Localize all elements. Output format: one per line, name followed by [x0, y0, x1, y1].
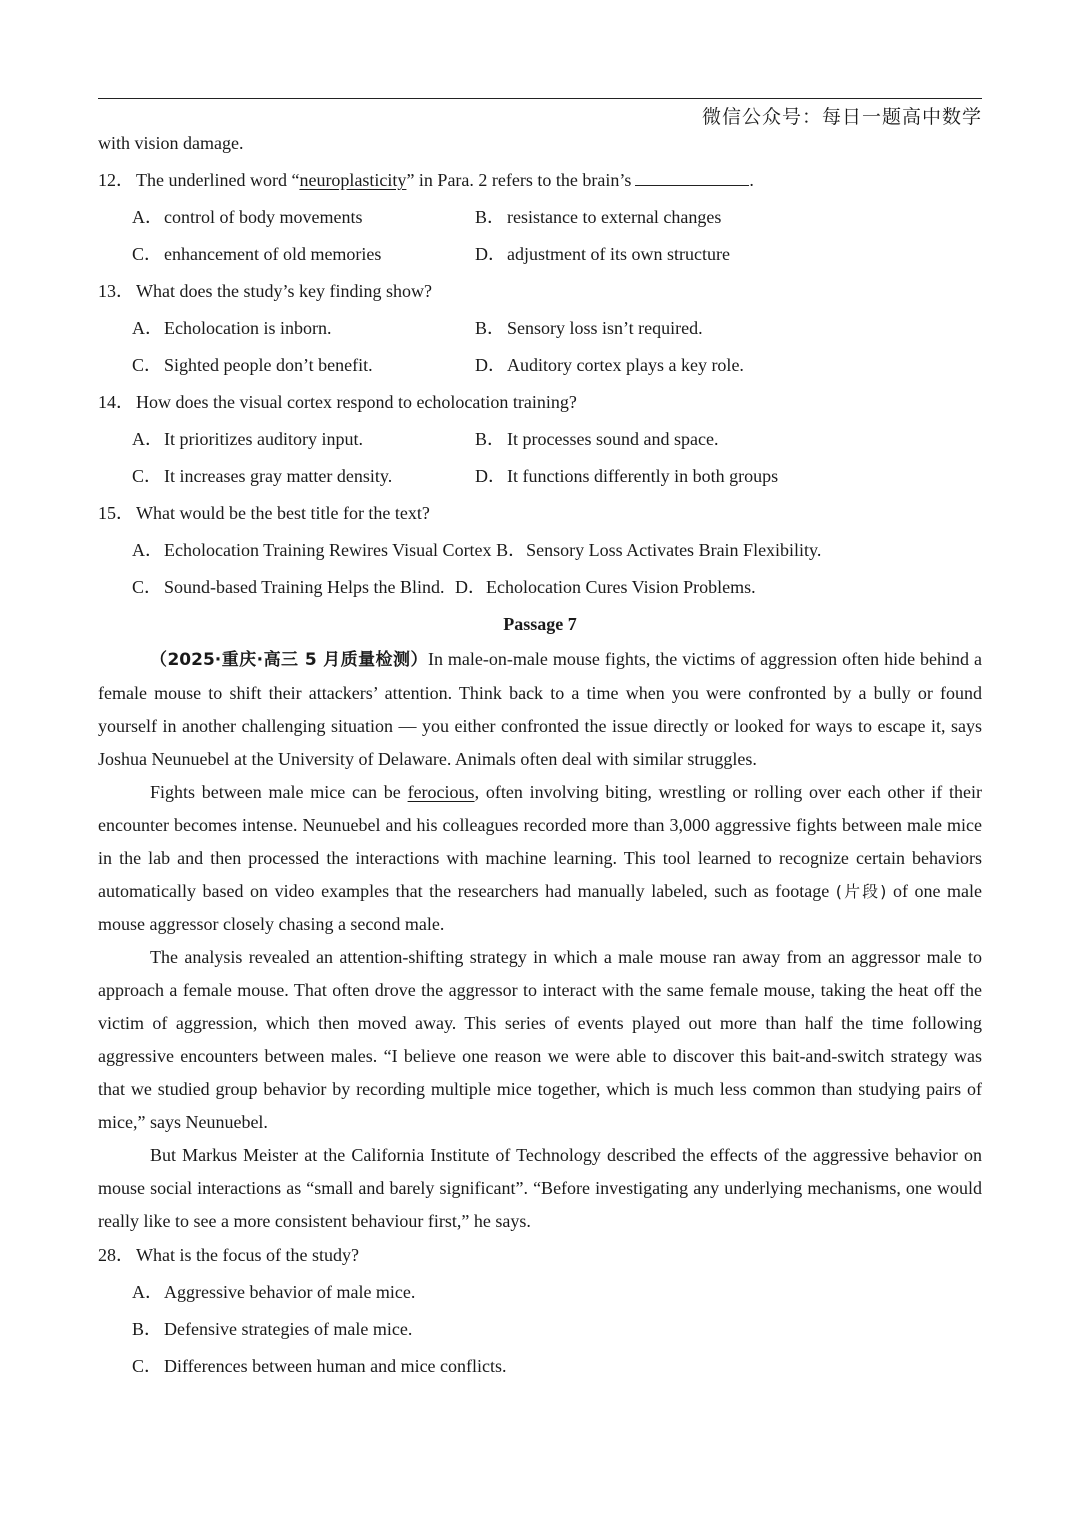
option-d[interactable]: D． adjustment of its own structure [475, 244, 730, 264]
option-c[interactable]: C． Differences between human and mice conflicts. [132, 1356, 507, 1376]
option-a[interactable]: A． It prioritizes auditory input. [132, 429, 363, 449]
option-c[interactable]: C． It increases gray matter density. [132, 466, 393, 486]
underlined-word: neuroplasticity [299, 170, 407, 190]
question-28-stem: 28． What is the focus of the study? [98, 1245, 359, 1265]
question-13-stem: 13． What does the study’s key finding show? [98, 281, 432, 301]
option-a[interactable]: A． Echolocation is inborn. [132, 318, 332, 338]
answer-blank [635, 167, 749, 186]
passage-paragraph-1: （2025·重庆·高三 5 月质量检测）In male-on-male mouse fights, the victims of aggression often hide behind a female mouse to shift their attackers’ attention. Think back to a time when you were confronted by a bully or found yourself in another challenging situation — you either confronted the issue directly or looked for ways to escape it, says Joshua Neunuebel at the University of Delaware. Animals often deal with similar struggles. [98, 649, 983, 769]
question-13-options-row-1 [98, 313, 982, 350]
passage-paragraph-2: Fights between male mice can be ferocious, often involving biting, wrestling or rolling over each other if their encounter becomes intense. Neunuebel and his colleagues recorded more than 3,000 aggressive fights between male mice in the lab and then processed the interactions with machine learning. This tool learned to recognize certain behaviors automatically based on video examples that the researchers had manually labeled, such as footage (片段) of one male mouse aggressor closely chasing a second male. [98, 782, 982, 934]
question-number: 12． [98, 170, 134, 190]
option-d[interactable]: D． It functions differently in both groups [475, 466, 779, 486]
source-label: （2025·重庆·高三 5 月质量检测） [150, 650, 428, 670]
option-b[interactable]: B． It processes sound and space. [475, 429, 719, 449]
question-14-options-row-1 [98, 424, 982, 461]
question-12-stem [98, 165, 982, 202]
option-a[interactable]: A．Echolocation Training Rewires Visual Cortex [132, 540, 492, 560]
option-b[interactable]: B． Sensory loss isn’t required. [475, 318, 703, 338]
question-14-options-row-2 [98, 461, 982, 498]
passage-title: Passage 7 [503, 614, 577, 634]
option-d[interactable]: D． Auditory cortex plays a key role. [475, 355, 744, 375]
passage-paragraph-3: The analysis revealed an attention-shifting strategy in which a male mouse ran away from an aggressor male to approach a female mouse. That often drove the aggressor to interact with the same female mouse, taking the heat off the victim of aggression, which then moved away. This series of events played out more than half the time following aggressive encounters between males. “I believe one reason we were able to discover this bait-and-switch strategy was that we studied group behavior by recording multiple mice together, which is much less common than studying pairs of mice,” says Neunuebel. [98, 947, 982, 1132]
option-b[interactable]: B．Sensory Loss Activates Brain Flexibility. [496, 540, 822, 560]
option-c[interactable]: C． enhancement of old memories [132, 244, 382, 264]
question-12-options-row-1 [98, 202, 982, 239]
document-body [98, 128, 982, 1388]
option-a[interactable]: A．Aggressive behavior of male mice. [132, 1282, 416, 1302]
header-rule [98, 98, 982, 99]
option-c[interactable]: C． Sighted people don’t benefit. [132, 355, 373, 375]
question-12-options-row-2 [98, 239, 982, 276]
continuation-text: with vision damage. [98, 133, 244, 153]
question-15-options-row-2 [98, 572, 982, 609]
header-wechat-label: 微信公众号：每日一题高中数学 [701, 106, 982, 128]
question-15-stem: 15． What would be the best title for the text? [98, 503, 430, 523]
underlined-word: ferocious [407, 782, 475, 802]
question-14-stem: 14． How does the visual cortex respond to echolocation training? [98, 392, 577, 412]
option-a[interactable]: A． control of body movements [132, 207, 363, 227]
option-c[interactable]: C． Sound-based Training Helps the Blind. [132, 577, 445, 597]
question-text: The underlined word “neuroplasticity” in Para. 2 refers to the brain’s . [136, 165, 754, 202]
option-b[interactable]: B． Defensive strategies of male mice. [132, 1319, 413, 1339]
passage-paragraph-4: But Markus Meister at the California Institute of Technology described the effects of the aggressive behavior on mouse social interactions as “small and barely significant”. “Before investigating any underlying mechanisms, one would really like to see a more consistent behaviour first,” he says. [98, 1145, 982, 1231]
option-d[interactable]: D．Echolocation Cures Vision Problems. [455, 577, 756, 597]
question-13-options-row-2 [98, 350, 982, 387]
option-b[interactable]: B． resistance to external changes [475, 207, 722, 227]
question-15-options-row-1 [98, 535, 982, 572]
